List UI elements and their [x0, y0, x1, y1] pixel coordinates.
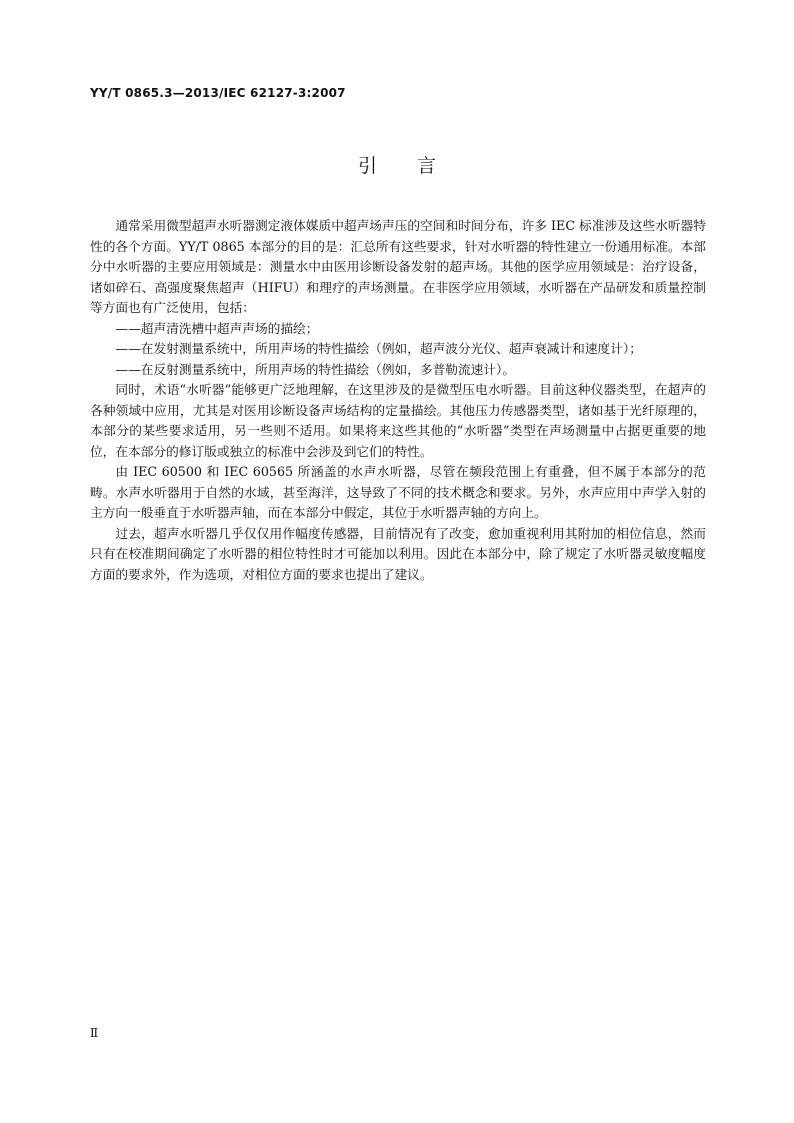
introduction-body — [90, 216, 706, 585]
list-item-reflection-system: ——在反射测量系统中，所用声场的特性描绘（例如，多普勒流速计）。 — [115, 361, 516, 377]
list-item-cleaning-tank: ——超声清洗槽中超声声场的描绘； — [115, 320, 319, 336]
paragraph-underwater-acoustics: 由 IEC 60500 和 IEC 60565 所涵盖的水声水听器，尽管在频段范围上有重叠，但不属于本部分的范畴。水声水听器用于自然的水域，甚至海洋，这导致了不同的技术概念和要求。另外，水声应用中声学入射的主方向一般垂直于水听器声轴，而在本部分中假定，其位于水听器声轴的方向上。 — [90, 464, 706, 520]
standard-number-header: YY/T 0865.3—2013/IEC 62127-3:2007 — [90, 86, 346, 100]
section-title: 引言 — [357, 155, 476, 177]
paragraph-phase: 过去，超声水听器几乎仅仅用作幅度传感器，目前情况有了改变，愈加重视利用其附加的相位信息，然而只有在校准期间确定了水听器的相位特性时才可能加以利用。因此在本部分中，除了规定了水听器灵敏度幅度方面的要求外，作为选项，对相位方面的要求也提出了建议。 — [90, 525, 706, 582]
paragraph-scope: 通常采用微型超声水听器测定液体媒质中超声场声压的空间和时间分布，许多 IEC 标准涉及这些水听器特性的各个方面。YY/T 0865 本部分的目的是：汇总所有这些要求，针对水听器的特性建立一份通用标准。本部分中水听器的主要应用领域是：测量水中由医用诊断设备发射的超声场。其他的医学应用领域是：治疗设备，诸如碎石、高强度聚焦超声（HIFU）和理疗的声场测量。在非医学应用领域，水听器在产品研发和质量控制等方面也有广泛使用，包括： — [90, 218, 706, 315]
paragraph-terminology: 同时，术语“水听器”能够更广泛地理解，在这里涉及的是微型压电水听器。目前这种仪器类型，在超声的各种领域中应用，尤其是对医用诊断设备声场结构的定量描绘。其他压力传感器类型，诸如基于光纤原理的，本部分的某些要求适用，另一些则不适用。如果将来这些其他的“水听器”类型在声场测量中占据更重要的地位，在本部分的修订版或独立的标准中会涉及到它们的特性。 — [90, 382, 706, 459]
page-number: Ⅱ — [90, 1026, 99, 1040]
list-item-transmission-system: ——在发射测量系统中，所用声场的特性描绘（例如，超声波分光仪、超声衰减计和速度计）； — [115, 341, 642, 356]
